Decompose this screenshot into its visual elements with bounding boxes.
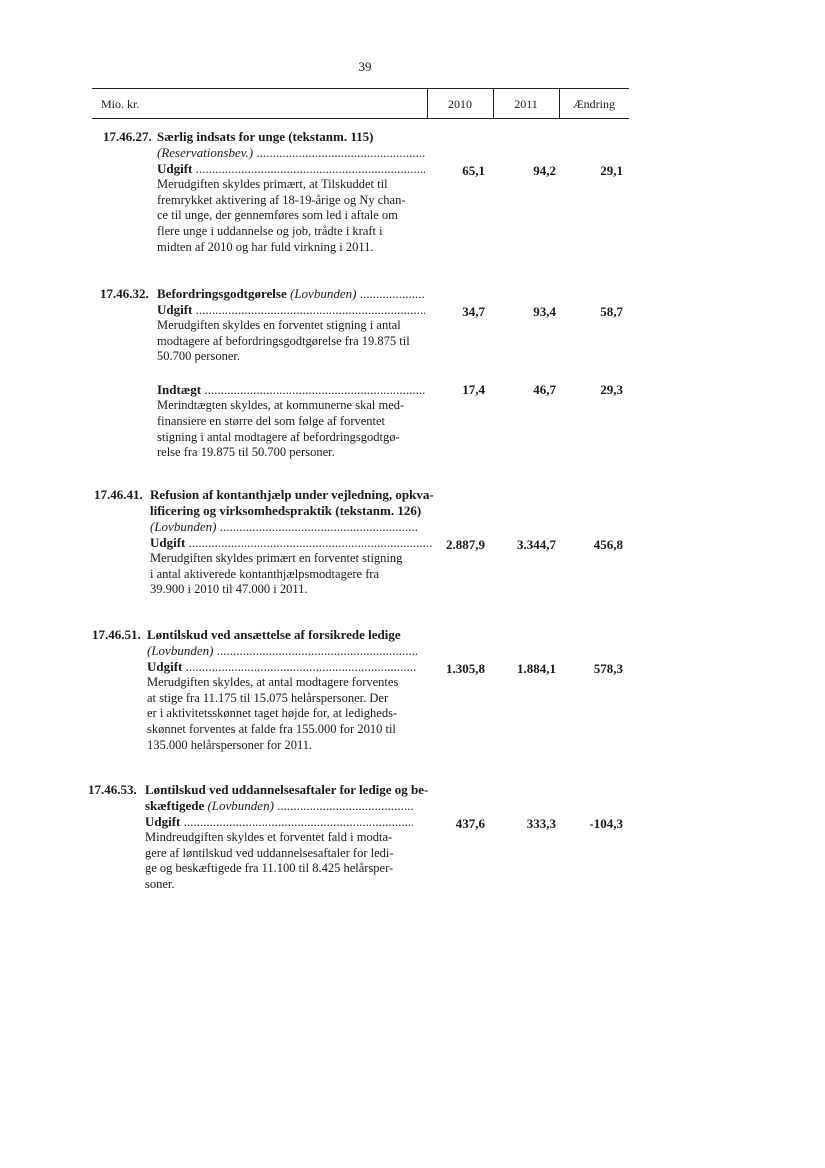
value-change: 29,3: [600, 382, 623, 397]
value-2010: 2.887,9: [446, 537, 485, 552]
row-label-udgift: Udgift .....: [145, 814, 413, 830]
value-2011: 93,4: [533, 304, 556, 319]
value-2010: 34,7: [462, 304, 485, 319]
section-title: Særlig indsats for unge (tekstanm. 115): [157, 129, 374, 144]
row-description: Merudgiften skyldes, at antal modtagere forventes at stige fra 11.175 til 15.075 helårspersoner. Der er i aktivitetsskønnet taget højde for, at ledigheds- skønnet forventes at falde fra 155.000 for 2010 til 135.000 helårspersoner for 2011.: [147, 675, 399, 752]
value-2010: 1.305,8: [446, 661, 485, 676]
section-subtitle: (Lovbunden) .....: [150, 519, 418, 535]
value-change: 29,1: [600, 163, 623, 178]
section-subtitle: (Reservationsbev.) .....: [157, 145, 425, 161]
row-label-udgift: Udgift .....: [147, 659, 417, 675]
section-title: Løntilskud ved uddannelsesaftaler for ledige og be-: [145, 782, 429, 797]
value-2010: 65,1: [462, 163, 485, 178]
value-2011: 46,7: [533, 382, 556, 397]
value-2010: 17,4: [462, 382, 485, 397]
account-code: 17.46.27.: [103, 129, 152, 144]
row-description: Merudgiften skyldes primært, at Tilskuddet til fremrykket aktivering af 18-19-årige og Ny chan- ce til unge, der gennemføres som led i aftale om flere unge i uddannelse og job, trådte i kraft i midten af 2010 og har fuld virkning i 2011.: [157, 177, 406, 254]
table-header-bottom-rule: [92, 118, 629, 119]
row-description: Merindtægten skyldes, at kommunerne skal med- finansiere en større del som følge af forventet stigning i antal modtagere af befordringsgodtgø- relse fra 19.875 til 50.700 personer.: [157, 398, 405, 460]
table-header-top-rule: [92, 88, 629, 89]
value-2010: 437,6: [455, 816, 485, 831]
value-2011: 3.344,7: [517, 537, 556, 552]
row-description: Merudgiften skyldes primært en forventet stigning i antal aktiverede kontanthjælpsmodtagere fra 39.900 i 2010 til 47.000 i 2011.: [150, 551, 403, 597]
value-change: 58,7: [600, 304, 623, 319]
value-change: -104,3: [589, 816, 623, 831]
account-code: 17.46.41.: [94, 487, 143, 502]
column-header-2010: 2010: [448, 97, 472, 111]
row-description: Mindreudgiften skyldes et forventet fald i modta- gere af løntilskud ved uddannelsesaftaler for ledi- ge og beskæftigede fra 11.100 til 8.425 helårsper- soner.: [145, 830, 394, 892]
row-description: Merudgiften skyldes en forventet stigning i antal modtagere af befordringsgodtgørelse fra 19.875 til 50.700 personer.: [157, 318, 410, 364]
column-header-change: Ændring: [573, 97, 615, 111]
row-label-udgift: Udgift .....: [157, 161, 425, 177]
section-title: Løntilskud ved ansættelse af forsikrede ledige: [147, 627, 401, 642]
section-subtitle: (Lovbunden) .....: [147, 643, 417, 659]
section-title-line2: lificering og virksomhedspraktik (tekstanm. 126): [150, 503, 422, 518]
section-title-line2: skæftigede (Lovbunden) .....: [145, 798, 413, 814]
row-label-indtaegt: Indtægt .....: [157, 382, 425, 398]
account-code: 17.46.53.: [88, 782, 137, 797]
value-change: 456,8: [593, 537, 623, 552]
account-code: 17.46.32.: [100, 286, 149, 301]
account-code: 17.46.51.: [92, 627, 141, 642]
column-header-2011: 2011: [514, 97, 538, 111]
section-title: Befordringsgodtgørelse (Lovbunden) .....: [157, 286, 425, 302]
row-label-udgift: Udgift .....: [150, 535, 433, 551]
value-change: 578,3: [593, 661, 623, 676]
unit-label: Mio. kr.: [101, 97, 140, 111]
row-label-udgift: Udgift .....: [157, 302, 425, 318]
value-2011: 1.884,1: [517, 661, 556, 676]
value-2011: 94,2: [533, 163, 556, 178]
value-2011: 333,3: [526, 816, 556, 831]
section-title: Refusion af kontanthjælp under vejledning, opkva-: [150, 487, 434, 502]
page-number: 39: [358, 59, 372, 74]
